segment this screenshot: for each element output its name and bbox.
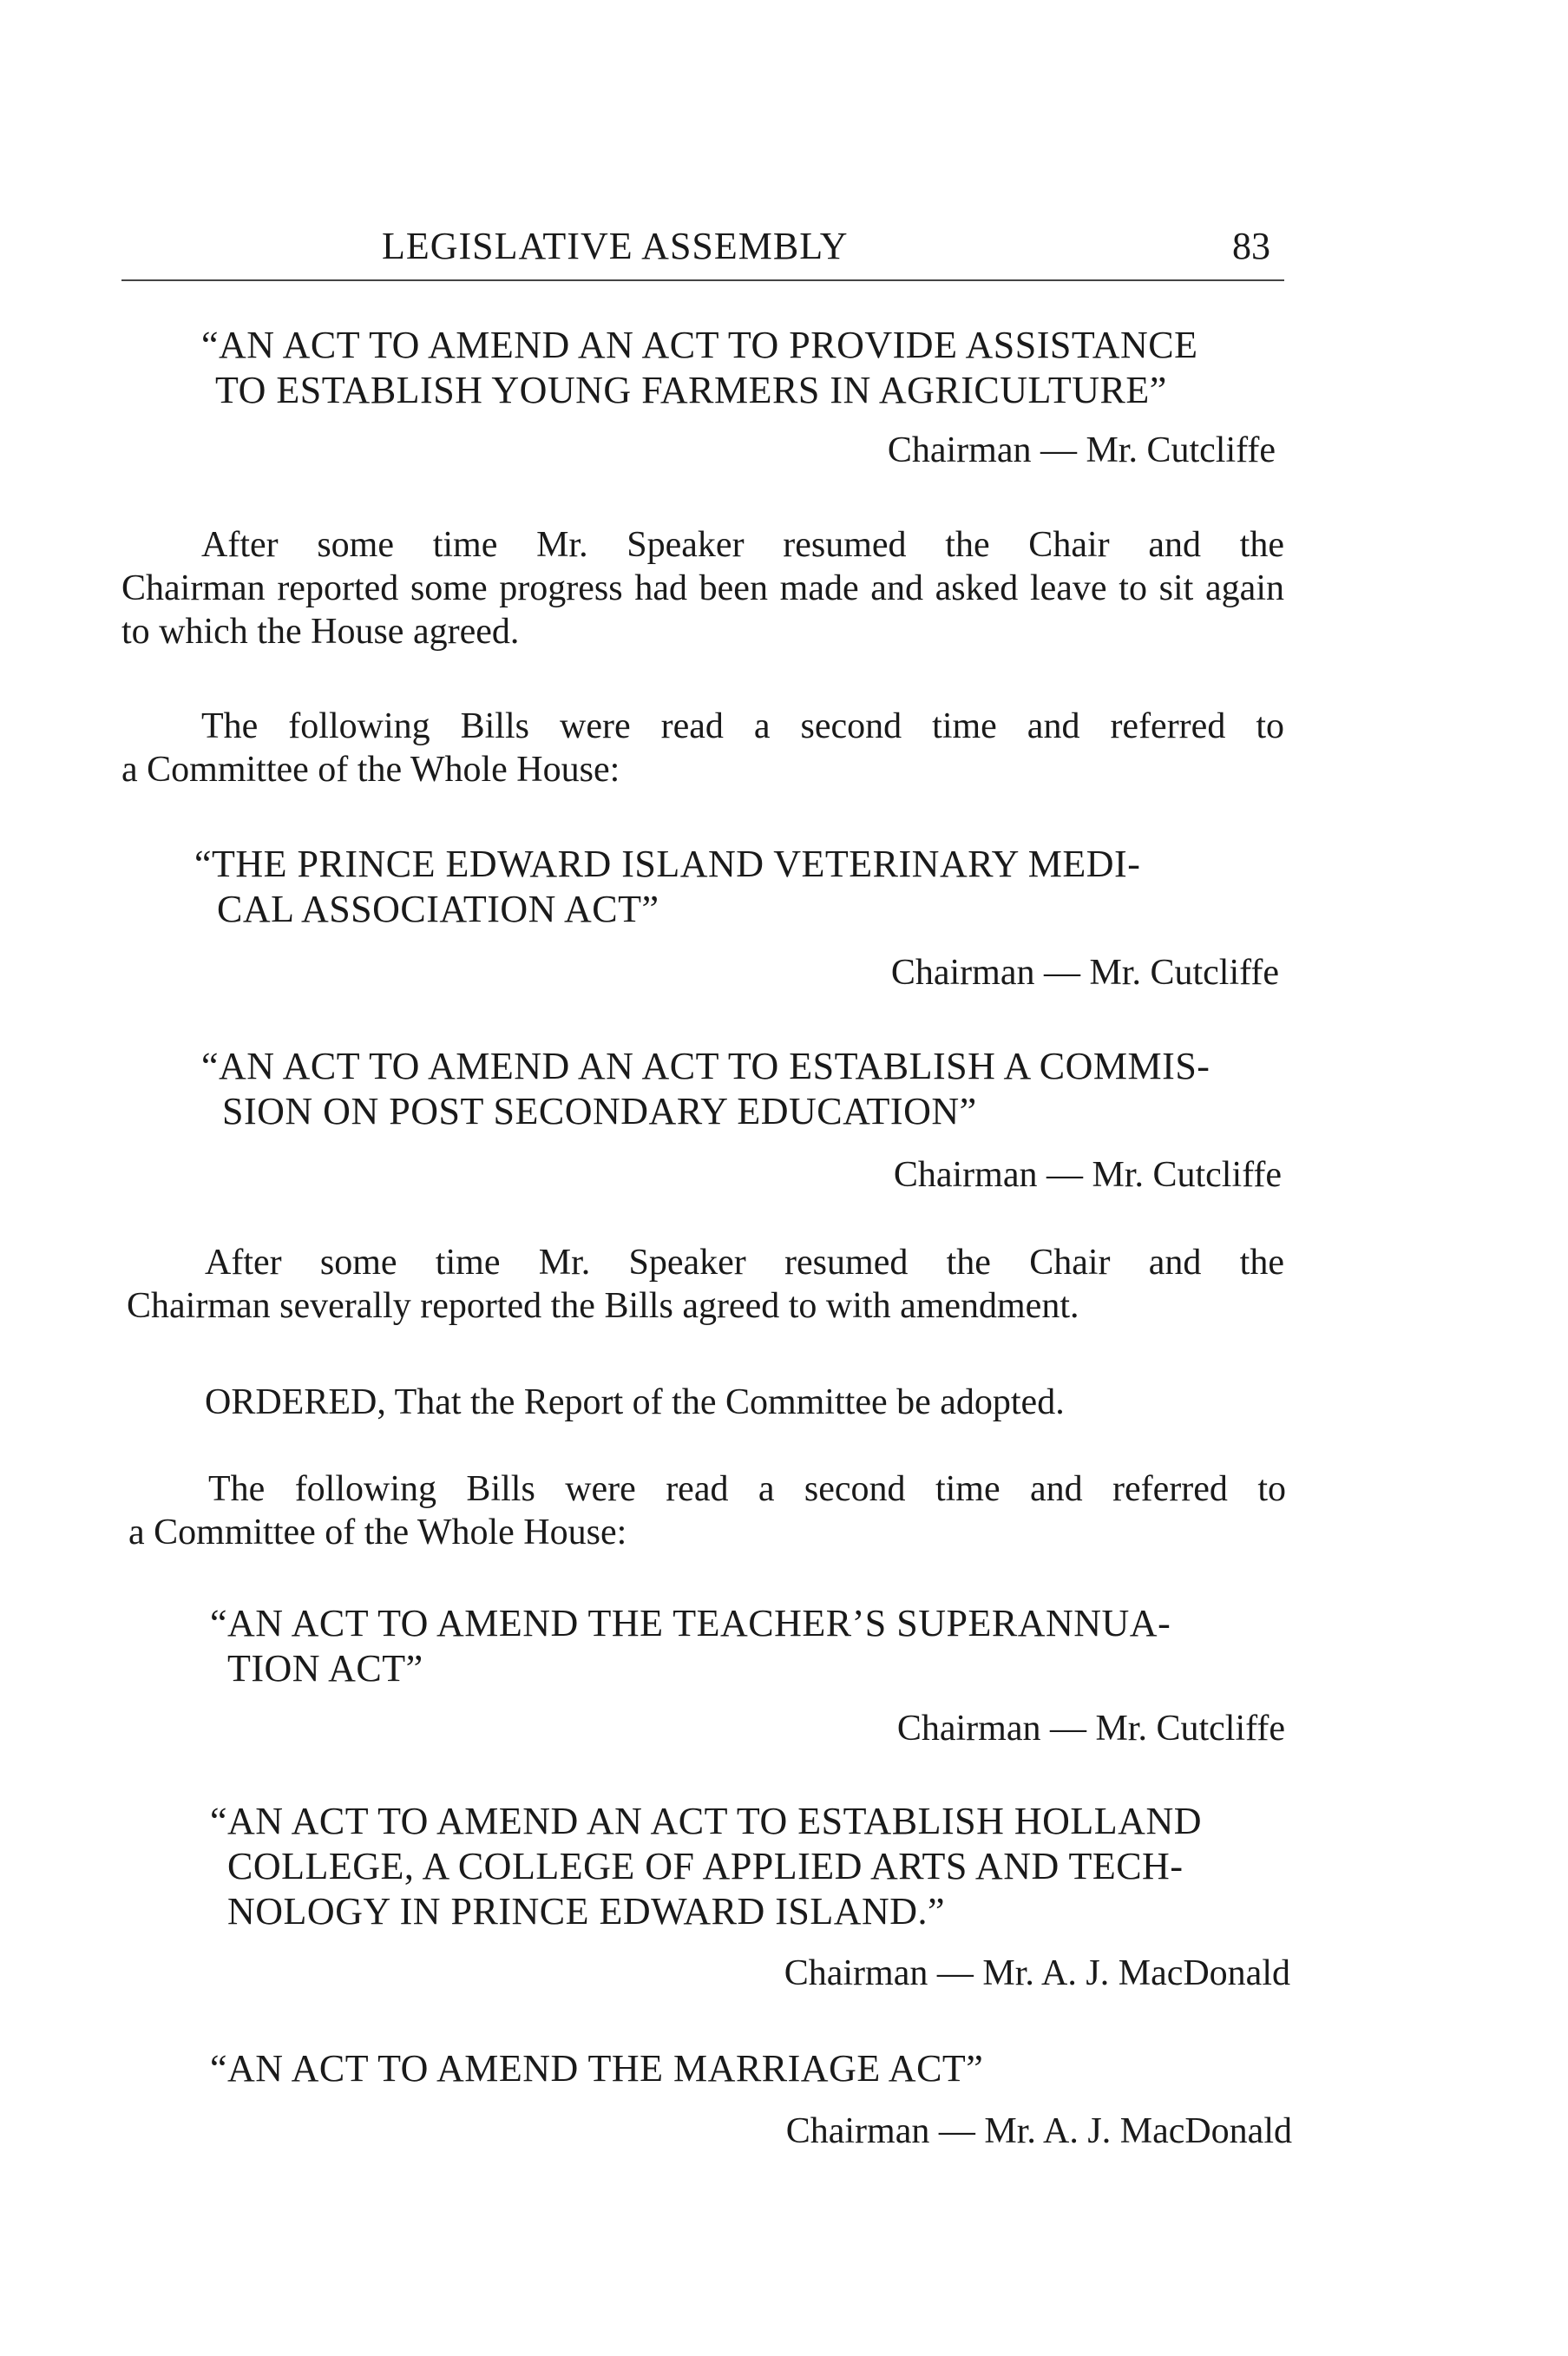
bill-title-line: COLLEGE, A COLLEGE OF APPLIED ARTS AND TECH- <box>227 1845 1184 1887</box>
running-header-title: LEGISLATIVE ASSEMBLY <box>382 225 849 267</box>
bill-title-line: NOLOGY IN PRINCE EDWARD ISLAND.” <box>227 1890 946 1933</box>
bill-title-line: “THE PRINCE EDWARD ISLAND VETERINARY MEDI- <box>194 843 1141 885</box>
paragraph-line: After some time Mr. Speaker resumed the Chair and the <box>205 1243 1284 1283</box>
paragraph-text: a Committee of the Whole House: <box>121 750 620 790</box>
paragraph-text: Chairman severally reported the Bills agreed to with amendment. <box>127 1286 1079 1326</box>
page-number: 83 <box>1232 225 1270 267</box>
bill-title-line: “AN ACT TO AMEND AN ACT TO ESTABLISH A COMMIS- <box>201 1045 1210 1087</box>
bill-chairman: Chairman — Mr. Cutcliffe <box>887 430 1276 470</box>
header-rule <box>121 279 1284 281</box>
bill-title-line: “AN ACT TO AMEND THE TEACHER’S SUPERANNUA- <box>210 1602 1171 1644</box>
paragraph <box>121 705 1284 791</box>
paragraph-text: Chairman reported some progress had been made and asked leave to sit again to which the House agreed. <box>121 568 1284 652</box>
bill-title-line: CAL ASSOCIATION ACT” <box>217 888 659 930</box>
bill-chairman: Chairman — Mr. Cutcliffe <box>890 953 1279 993</box>
bill-chairman: Chairman — Mr. Cutcliffe <box>896 1709 1285 1749</box>
bill-chairman: Chairman — Mr. A. J. MacDonald <box>784 1953 1290 1993</box>
bill-title-line: “AN ACT TO AMEND THE MARRIAGE ACT” <box>210 2047 984 2090</box>
paragraph-line: The following Bills were read a second time and referred to <box>208 1469 1286 1509</box>
bill-title-line: SION ON POST SECONDARY EDUCATION” <box>222 1090 977 1132</box>
paragraph-line: The following Bills were read a second time and referred to <box>201 706 1284 746</box>
bill-title-line: “AN ACT TO AMEND AN ACT TO ESTABLISH HOLLAND <box>210 1800 1203 1842</box>
paragraph-text: a Committee of the Whole House: <box>128 1513 627 1552</box>
paragraph <box>128 1467 1286 1554</box>
paragraph <box>121 523 1284 653</box>
paragraph-line: After some time Mr. Speaker resumed the Chair and the <box>201 525 1284 565</box>
paragraph <box>127 1241 1284 1328</box>
paragraph-line: ORDERED, That the Report of the Committee be adopted. <box>205 1382 1065 1422</box>
bill-title-line: TO ESTABLISH YOUNG FARMERS IN AGRICULTURE” <box>215 369 1167 411</box>
bill-chairman: Chairman — Mr. Cutcliffe <box>893 1155 1282 1195</box>
bill-chairman: Chairman — Mr. A. J. MacDonald <box>785 2111 1292 2151</box>
bill-title-line: “AN ACT TO AMEND AN ACT TO PROVIDE ASSISTANCE <box>201 324 1198 366</box>
bill-title-line: TION ACT” <box>227 1647 423 1690</box>
